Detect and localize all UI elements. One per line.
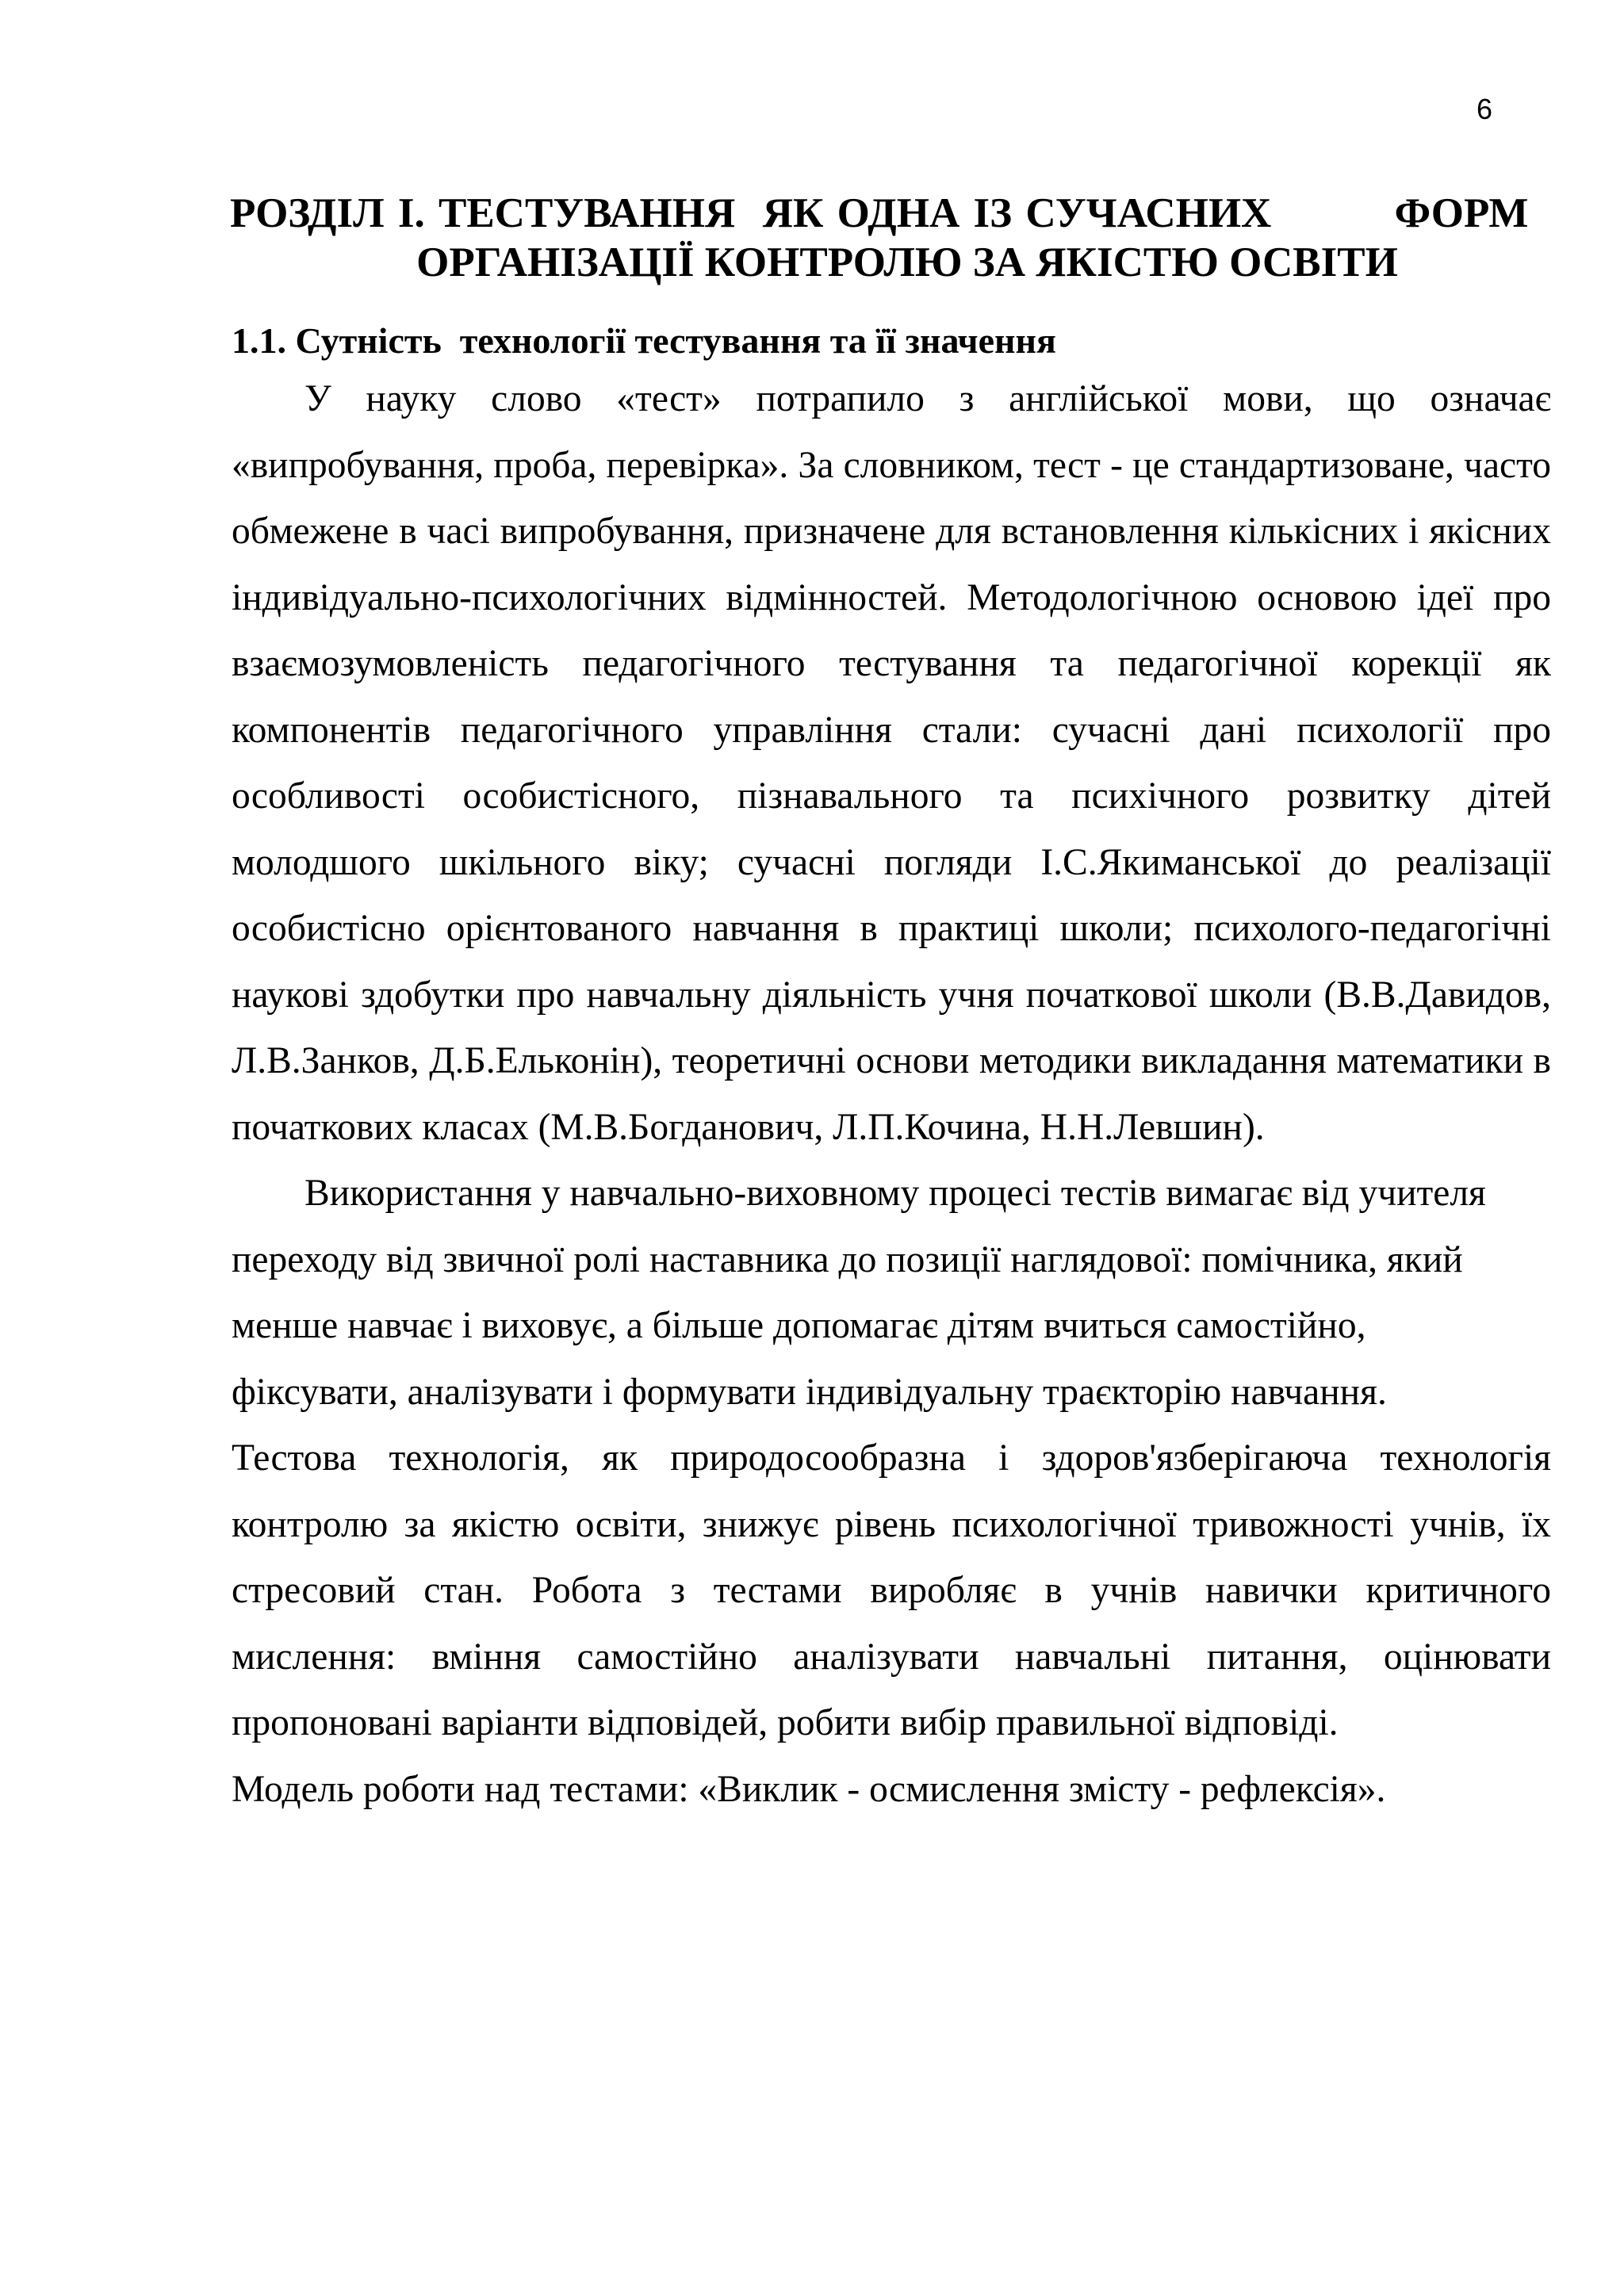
section-title: 1.1. Сутність технології тестування та її значення (232, 320, 1056, 361)
page-number: 6 (1477, 93, 1493, 125)
body-text (232, 366, 1551, 1823)
chapter-title (230, 189, 1553, 287)
paragraph-4: Тестова технологія, як природосообразна і здоров'язберігаюча технологія контролю за якістю освіти, знижує рівень психологічної тривожності учнів, їх стресовий стан. Робота з тестами виробляє в учнів навички критичного мислення: вміння самостійно аналізувати навчальні питання, оцінювати пропоновані варіанти відповідей, робити вибір правильної відповіді. (232, 1437, 1551, 1743)
chapter-title-line-1: РОЗДІЛ І. ТЕСТУВАННЯ ЯК ОДНА ІЗ СУЧАСНИХ ФОРМ (230, 190, 1529, 236)
chapter-title-line-2: ОРГАНІЗАЦІЇ КОНТРОЛЮ ЗА ЯКІСТЮ ОСВІТИ (416, 239, 1398, 285)
paragraph-2: Використання у навчально-виховному процесі тестів вимагає від учителя переходу від звичної ролі наставника до позиції наглядової: помічника, який менше навчає і виховує, а більше допомагає дітям вчиться самостійно, (232, 1173, 1486, 1346)
paragraph-3: фіксувати, аналізувати і формувати індивідуальну траєкторію навчання. (232, 1371, 1387, 1413)
paragraph-1: У науку слово «тест» потрапило з англійської мови, що означає «випробування, проба, перевірка». За словником, тест - це стандартизоване, часто обмежене в часі випробування, призначене для встановлення кількісних і якісних індивідуально-психологічних відмінностей. Методологічною основою ідеї про взаємозумовленість педагогічного тестування та педагогічної корекції як компонентів педагогічного управління стали: сучасні дані психології про особливості особистісного, пізнавального та психічного розвитку дітей молодшого шкільного віку; сучасні погляди І.С.Якиманської до реалізації особистісно орієнтованого навчання в практиці школи; психолого-педагогічні наукові здобутки про навчальну діяльність учня початкової школи (В.В.Давидов, Л.В.Занков, Д.Б.Ельконін), теоретичні основи методики викладання математики в початкових класах (М.В.Богданович, Л.П.Кочина, Н.Н.Левшин). (232, 378, 1551, 1148)
paragraph-5: Модель роботи над тестами: «Виклик - осмислення змісту - рефлексія». (232, 1768, 1386, 1810)
